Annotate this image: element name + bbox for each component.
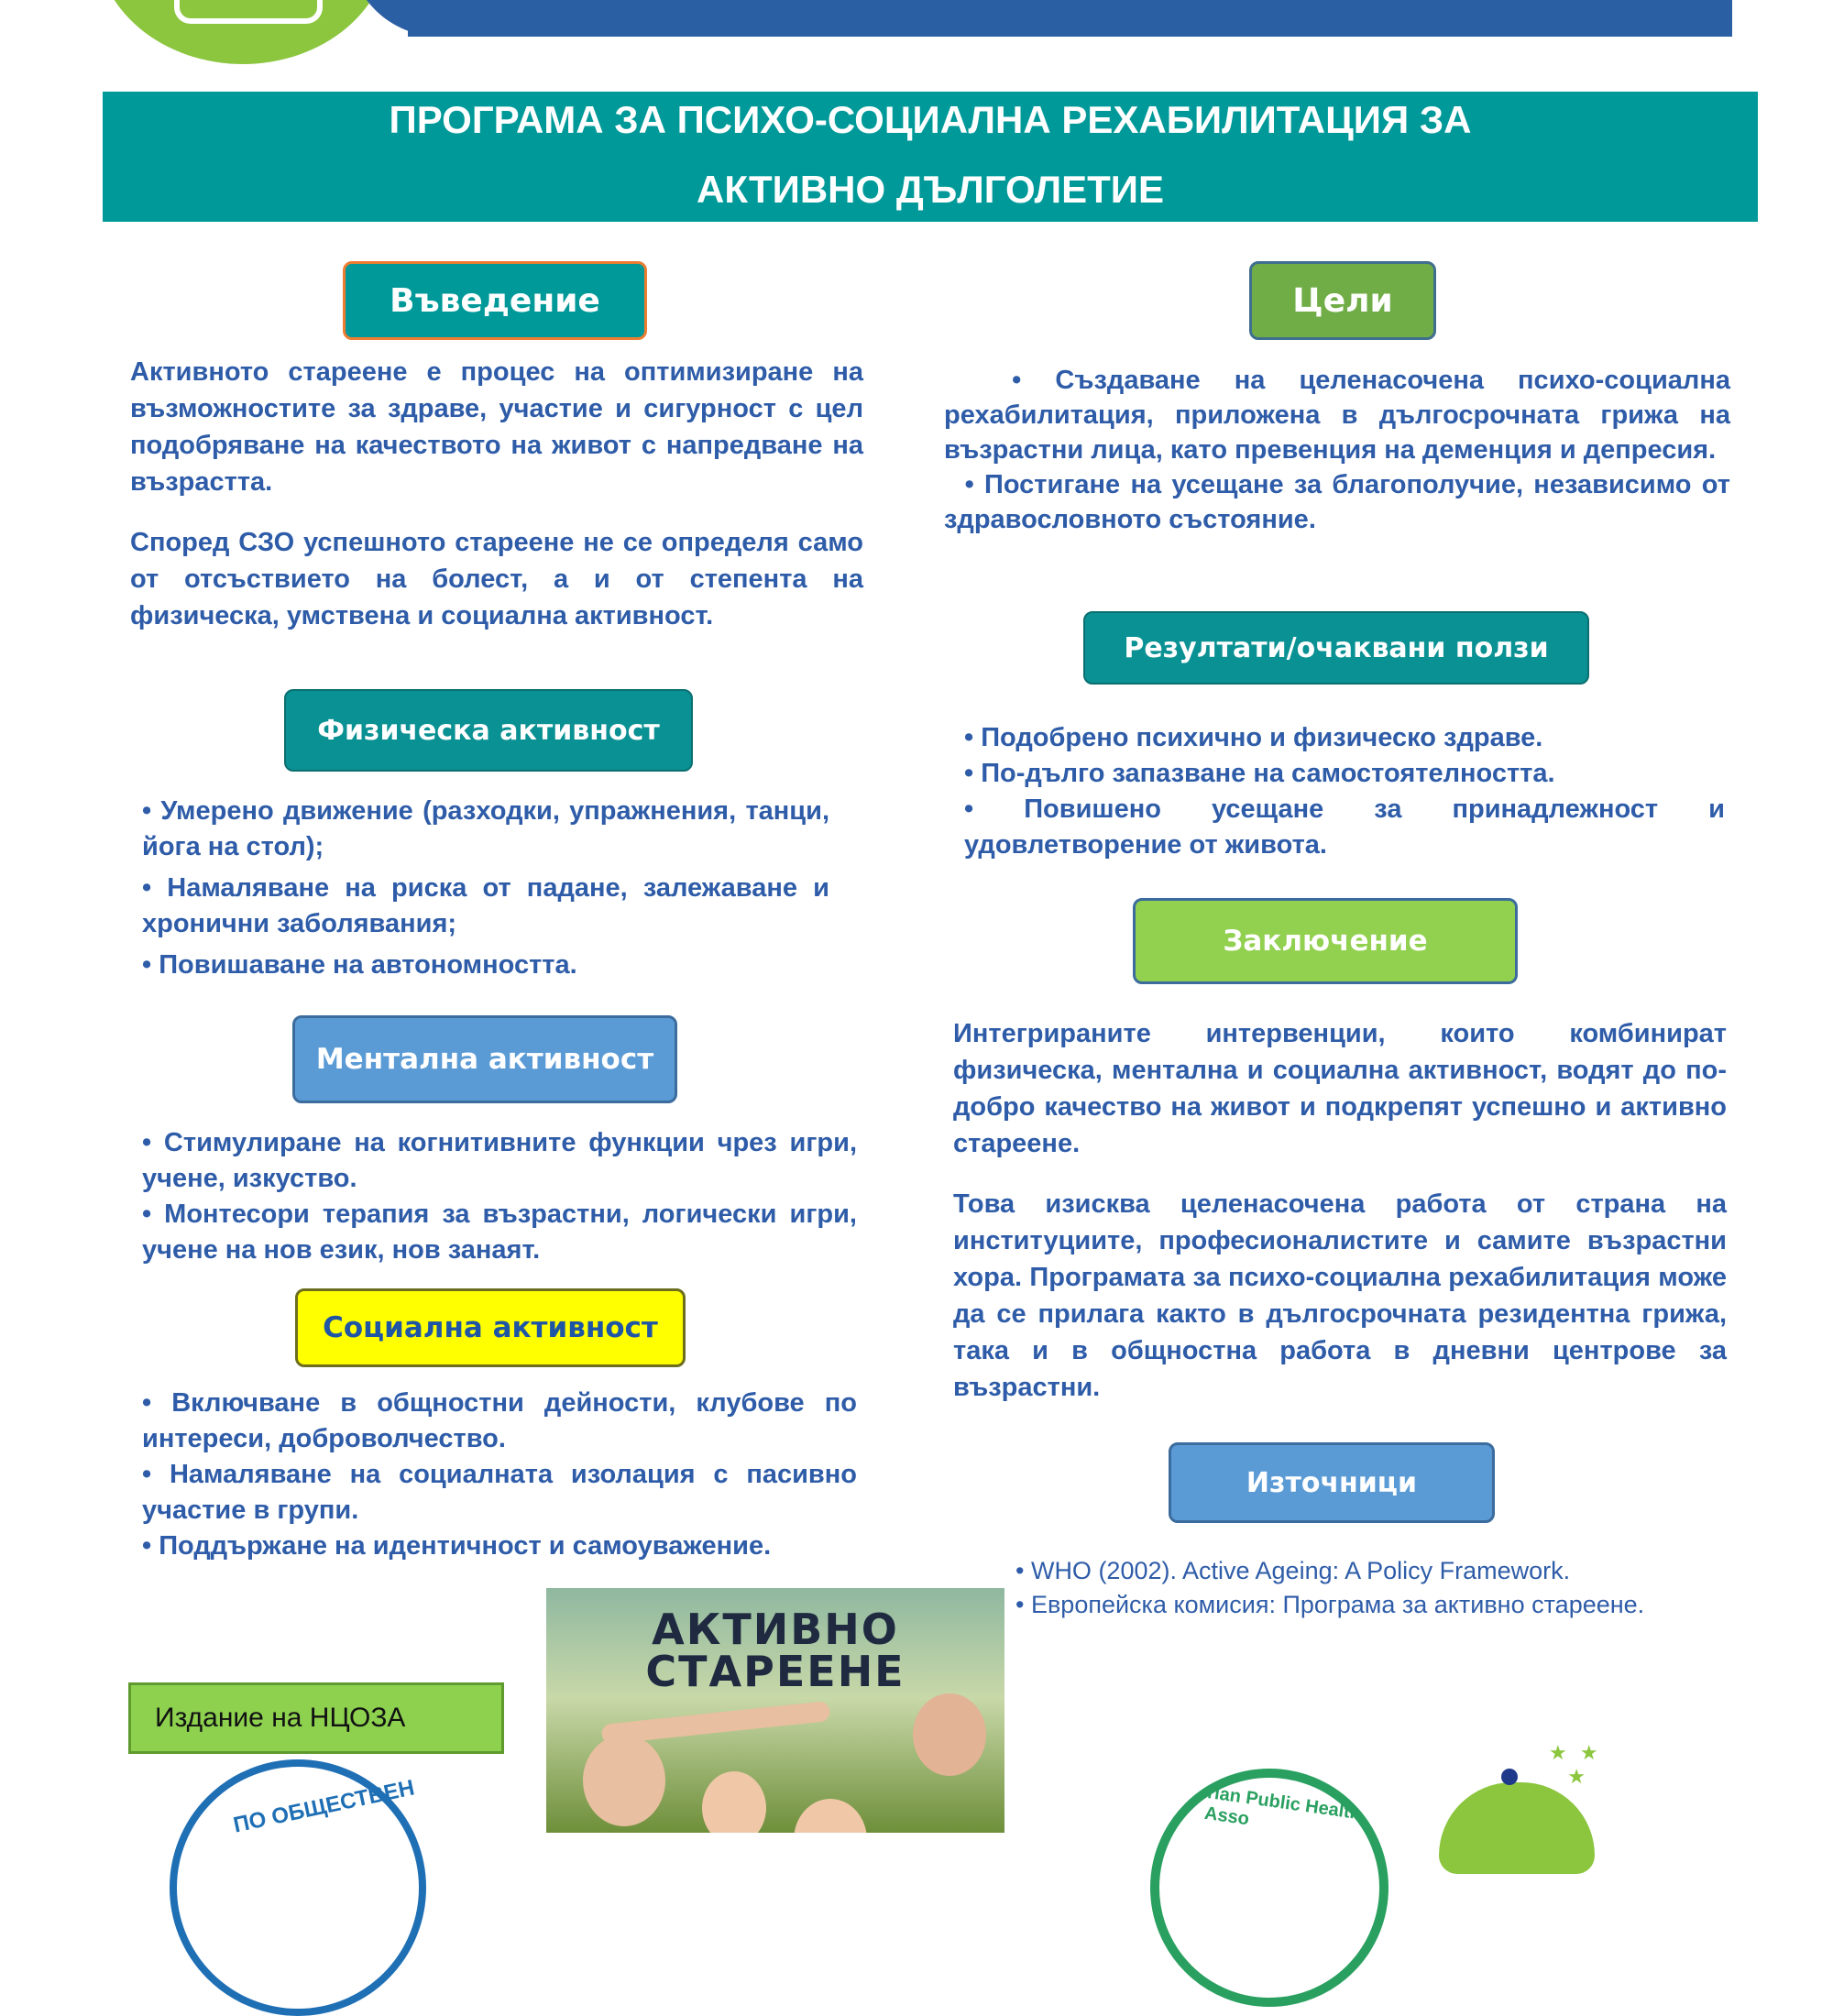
social-heading: Социална активност [295, 1288, 686, 1367]
title-line-1: ПРОГРАМА ЗА ПСИХО-СОЦИАЛНА РЕХАБИЛИТАЦИЯ ЗА [389, 98, 1472, 141]
title-line-2: АКТИВНО ДЪЛГОЛЕТИЕ [697, 168, 1164, 211]
results-item: • Повишено усещане за принадлежност и удовлетворение от живота. [964, 794, 1725, 860]
conclusion-paragraph-2: Това изисква целенасочена работа от страна на институциите, професионалистите и самите възрастни хора. Програмата за психо-социална рехабилитация може да се прилага както в дългосрочната резидентна грижа, така и в общностна работа в дневни центрове за възрастни. [953, 1189, 1727, 1402]
results-heading: Резултати/очаквани ползи [1083, 611, 1589, 685]
conclusion-text [953, 1015, 1727, 1406]
sources-list [1015, 1554, 1822, 1622]
organization-logo-right [1439, 1782, 1595, 1874]
results-item: • По-дълго запазване на самостоятелността. [964, 759, 1555, 788]
social-item: • Включване в общностни дейности, клубове по интереси, доброволчество. [142, 1388, 857, 1453]
sources-heading: Източници [1169, 1442, 1495, 1523]
person-head [794, 1799, 867, 1833]
social-list [142, 1386, 857, 1564]
goals-list [944, 363, 1739, 537]
social-item: • Поддържане на идентичност и самоуважение. [142, 1531, 772, 1561]
public-health-seal-left [170, 1759, 426, 2016]
source-item: • WHO (2002). Active Ageing: A Policy Framework. [1015, 1557, 1571, 1584]
physical-list [142, 794, 829, 983]
public-health-association-seal [1150, 1769, 1388, 2007]
title-banner [103, 92, 1758, 222]
seal-left-text: ПО ОБЩЕСТВЕН [231, 1775, 417, 1838]
physical-heading: Физическа активност [284, 689, 693, 772]
goals-item: • Постигане на усещане за благополучие, независимо от здравословното състояние. [944, 470, 1739, 534]
physical-item: • Умерено движение (разходки, упражнения, танци, йога на стол); [142, 796, 829, 861]
mental-item: • Стимулиране на когнитивните функции чрез игри, учене, изкуство. [142, 1128, 857, 1193]
physical-item: • Намаляване на риска от падане, залежаване и хронични заболявания; [142, 873, 829, 938]
logo-dot [1501, 1769, 1518, 1785]
seal-right-text: rian Public Health Asso [1202, 1782, 1363, 1830]
conclusion-paragraph-1: Интегрираните интервенции, които комбинират физическа, ментална и социална активност, водят до по-добро качество на живот и подкрепят успешно и активно стареене. [953, 1019, 1727, 1158]
header-blue-bar [408, 0, 1732, 37]
results-item: • Подобрено психично и физическо здраве. [964, 723, 1543, 752]
intro-paragraph-1: Активното стареене е процес на оптимизиране на възможностите за здраве, участие и сигурност с цел подобряване на качеството на живот с напредване на възрастта. [130, 357, 863, 497]
illustration-title-line-1: АКТИВНО [652, 1605, 899, 1654]
person-head [583, 1735, 665, 1826]
goals-heading: Цели [1249, 261, 1436, 340]
intro-paragraph-2: Според СЗО успешното стареене не се определя само от отсъствието на болест, а и от степента на физическа, умствена и социална активност. [130, 528, 863, 630]
results-list [964, 720, 1725, 863]
publisher-label: Издание на НЦОЗА [128, 1682, 504, 1754]
mental-heading: Ментална активност [292, 1015, 677, 1103]
illustration-title [546, 1605, 1004, 1696]
conclusion-heading: Заключение [1133, 898, 1518, 984]
source-item: • Европейска комисия: Програма за активно стареене. [1015, 1591, 1645, 1618]
mental-item: • Монтесори терапия за възрастни, логически игри, учене на нов език, нов занаят. [142, 1200, 857, 1265]
intro-heading: Въведение [343, 261, 647, 340]
active-ageing-illustration [546, 1588, 1004, 1833]
physical-item: • Повишаване на автономността. [142, 950, 577, 980]
person-head [702, 1771, 766, 1833]
stars-icon: ★ ★ ★ [1549, 1741, 1602, 1788]
raised-arm [601, 1701, 831, 1745]
intro-text [130, 354, 863, 634]
goals-item: • Създаване на целенасочена психо-социална рехабилитация, приложена в дългосрочната грижа на възрастни лица, като превенция на деменция и депресия. [944, 366, 1739, 465]
top-left-logo-mark [174, 0, 323, 24]
social-item: • Намаляване на социалната изолация с пасивно участие в групи. [142, 1460, 857, 1525]
person-head [913, 1693, 986, 1776]
illustration-title-line-2: СТАРЕЕНЕ [645, 1647, 906, 1696]
mental-list [142, 1125, 857, 1268]
